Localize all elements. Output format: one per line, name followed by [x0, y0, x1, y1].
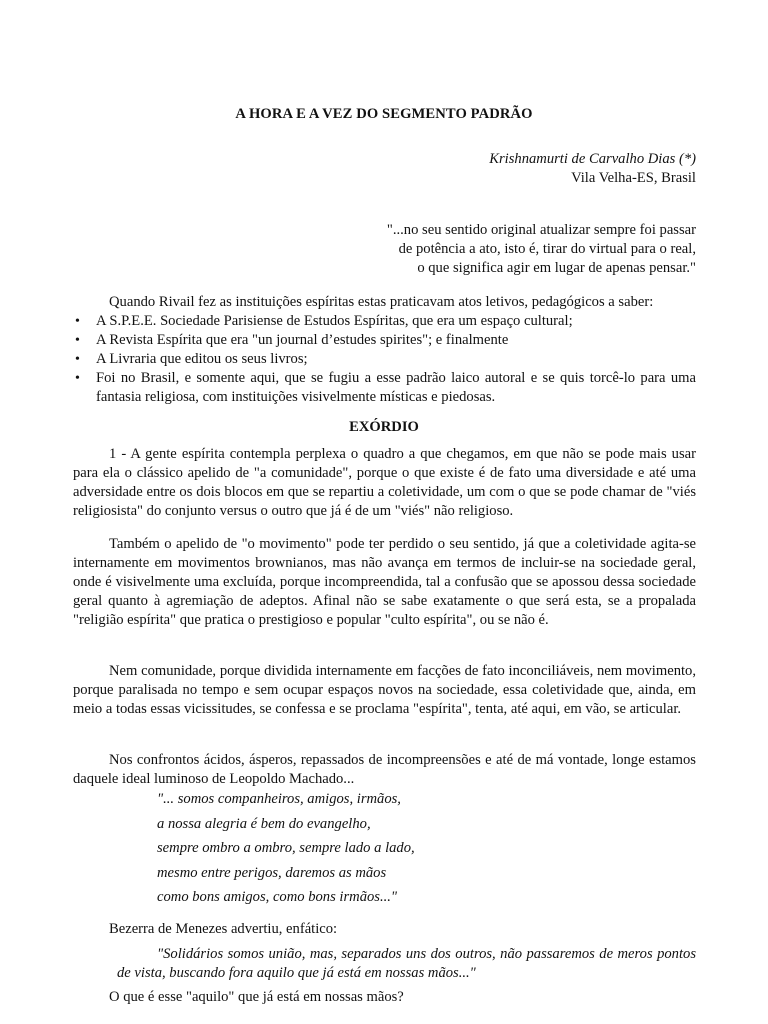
- paragraph-4: Nos confrontos ácidos, ásperos, repassados de incompreensões e até de má vontade, longe estamos daquele ideal luminoso de Leopoldo Machado...: [73, 752, 696, 787]
- bullet-item: • A Revista Espírita que era "un journal d’estudes spirites"; e finalmente: [73, 331, 696, 350]
- bullet-item: • A S.P.E.E. Sociedade Parisiense de Estudos Espíritas, que era um espaço cultural;: [73, 312, 696, 331]
- bezerra-intro: Bezerra de Menezes advertiu, enfático:: [109, 921, 338, 937]
- bullet-list: [73, 312, 696, 407]
- bullet-item: • Foi no Brasil, e somente aqui, que se fugiu a esse padrão laico autoral e se quis torcê-lo para uma fantasia religiosa, com instituições visivelmente místicas e piedosas.: [73, 369, 696, 407]
- intro-paragraph: Quando Rivail fez as instituições espíritas estas praticavam atos letivos, pedagógicos a saber:: [109, 294, 654, 310]
- poem-line: a nossa alegria é bem do evangelho,: [157, 815, 371, 832]
- author-location: Vila Velha-ES, Brasil: [571, 170, 696, 186]
- author-name: Krishnamurti de Carvalho Dias (*): [489, 151, 696, 167]
- section-heading: EXÓRDIO: [349, 419, 419, 435]
- poem-line: mesmo entre perigos, daremos as mãos: [157, 864, 387, 881]
- poem-line: sempre ombro a ombro, sempre lado a lado,: [157, 840, 415, 857]
- author-block: [489, 150, 696, 188]
- bezerra-quote: [117, 945, 696, 983]
- paragraph-3: Nem comunidade, porque dividida internamente em facções de fato inconciliáveis, nem movimento, porque paralisada no tempo e sem ocupar espaços novos na sociedade, essa coletividade que, ainda, em meio a todas essas vicissitudes, se confessa e se proclama "espírita", tenta, até aqui, em vão, se articular.: [73, 663, 696, 717]
- epigraph-line: de potência a ato, isto é, tirar do virtual para o real,: [398, 241, 696, 257]
- epigraph-line: "...no seu sentido original atualizar sempre foi passar: [386, 222, 696, 238]
- poem-line: "... somos companheiros, amigos, irmãos,: [157, 791, 401, 807]
- bullet-item: • A Livraria que editou os seus livros;: [73, 350, 696, 369]
- poem-line: como bons amigos, como bons irmãos...": [157, 889, 398, 906]
- paragraph-2: Também o apelido de "o movimento" pode ter perdido o seu sentido, já que a coletividade agita-se internamente em movimentos brownianos, mas não avança em termos de incluir-se na sociedade geral, onde é visivelmente uma excluída, porque incompreendida, tal a confusão que se apossou dessa sociedade geral quanto à agremiação de adeptos. Afinal não se sabe exatamente o que será esta, se a propalada "religião espírita" que pratica o prestigioso e popular "culto espírita", ou se não é.: [73, 536, 696, 628]
- epigraph-line: o que significa agir em lugar de apenas pensar.": [417, 260, 696, 276]
- poem-quote: [157, 787, 415, 910]
- bezerra-quote-text: "Solidários somos união, mas, separados uns dos outros, não passaremos de meros pontos de vista, buscando fora aquilo que já está em nossas mãos...": [117, 946, 696, 981]
- paragraph-1: 1 - A gente espírita contempla perplexa o quadro a que chegamos, em que não se pode mais usar para ela o clássico apelido de "a comunidade", porque o que existe é de fato uma diversidade e até uma adversidade entre os dois blocos em que se repartiu a coletividade, um com o que se pode chamar de "viés religiosista" do conjunto versus o outro que já é de um "viés" não religioso.: [73, 446, 696, 519]
- document-title: A HORA E A VEZ DO SEGMENTO PADRÃO: [235, 106, 533, 122]
- epigraph: [387, 221, 696, 278]
- closing-question: O que é esse "aquilo" que já está em nossas mãos?: [109, 989, 404, 1005]
